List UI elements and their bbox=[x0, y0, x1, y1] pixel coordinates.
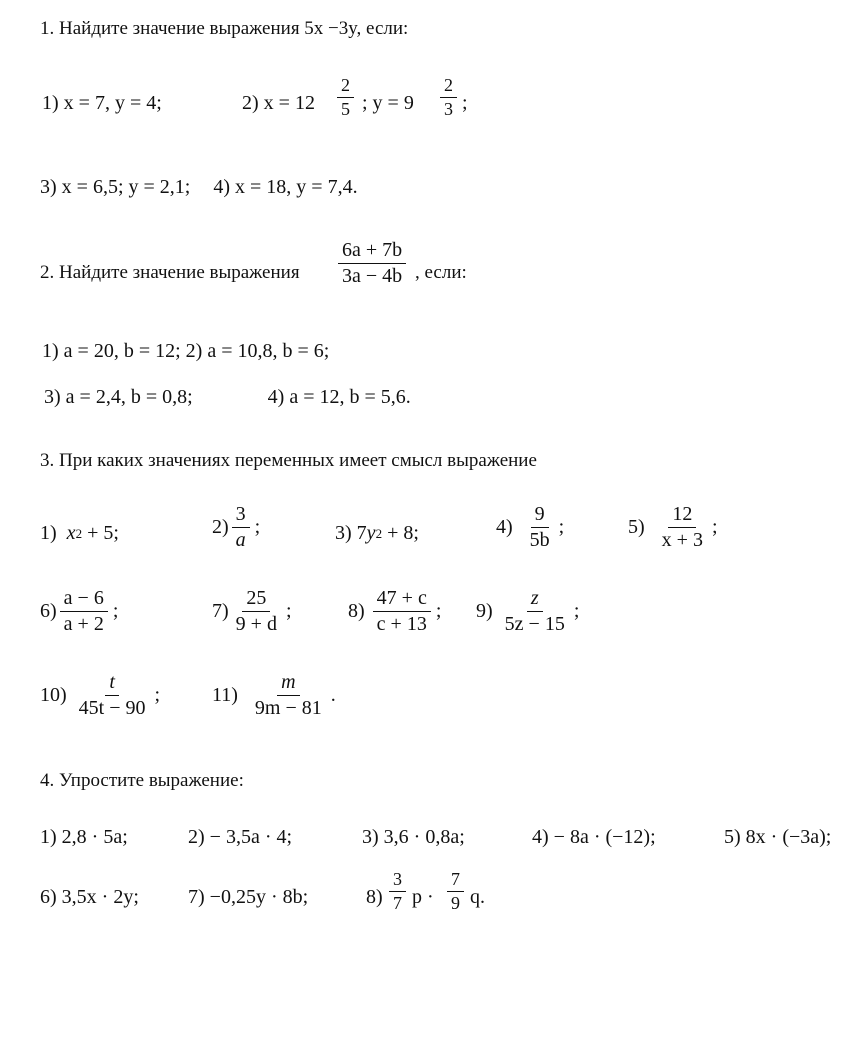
task-4-item-8-frac-b: $\frac{7}{9}$ bbox=[444, 870, 467, 913]
task-4-row-2 bbox=[40, 869, 860, 934]
frac-denominator: 5 bbox=[341, 98, 350, 119]
frac-numerator: 6a + 7b bbox=[338, 240, 406, 264]
task-1-row-2 bbox=[40, 176, 358, 199]
task-3-item-2: 2) $\frac{3}{a}$ ; bbox=[212, 503, 261, 551]
task-4-item-8-frac-a: $\frac{3}{7}$ bbox=[386, 870, 409, 913]
task-1-item-2-frac-a bbox=[334, 76, 357, 119]
task-3-item-6: 6) $\frac{a - 6}{a + 2}$ ; bbox=[40, 587, 119, 635]
task-3-row-2 bbox=[40, 584, 840, 654]
task-3-item-5: 5) $\frac{12}{x + 3}$ ; bbox=[628, 503, 718, 551]
task-2-row-2 bbox=[44, 386, 411, 409]
task-3-item-9: 9) $\frac{z}{5z - 15}$ ; bbox=[476, 587, 580, 635]
task-3-heading: 3. При каких значениях переменных имеет смысл выражение bbox=[40, 450, 537, 471]
frac-numerator: 2 bbox=[440, 76, 457, 98]
task-4-item-4: 4) − 8a · (−12); bbox=[532, 826, 656, 848]
frac-denominator: 3 bbox=[444, 98, 453, 119]
task-3-item-4: 4) $\frac{9}{5b}$ ; bbox=[496, 503, 565, 551]
frac-denominator: 3a − 4b bbox=[342, 265, 403, 287]
task-3-item-1: 1) x 2 + 5; bbox=[40, 522, 119, 544]
task-2-item-4: 4) a = 12, b = 5,6. bbox=[267, 386, 411, 408]
task-4-item-1: 1) 2,8 · 5a; bbox=[40, 826, 128, 848]
frac-numerator: 2 bbox=[337, 76, 354, 98]
task-4-item-7: 7) −0,25y · 8b; bbox=[188, 886, 309, 908]
task-1-item-2-part-b: ; y = 9 bbox=[362, 92, 414, 114]
task-2-heading-tail: , если: bbox=[415, 262, 467, 283]
task-1-item-2-frac-b bbox=[437, 76, 460, 119]
task-4-item-6: 6) 3,5x · 2y; bbox=[40, 886, 139, 908]
task-1-item-2-semicolon: ; bbox=[462, 92, 468, 114]
task-3-item-11: 11) $\frac{m}{9m - 81}$ . bbox=[212, 671, 336, 719]
task-4-item-8-tail: q. bbox=[470, 886, 485, 908]
task-3-item-7: 7) $\frac{25}{9 + d}$ ; bbox=[212, 587, 292, 635]
task-2-row-1: 1) a = 20, b = 12; 2) a = 10,8, b = 6; bbox=[42, 340, 330, 362]
task-2-fraction bbox=[335, 240, 409, 287]
task-3-item-3: 3) 7 y 2 + 8; bbox=[335, 522, 419, 544]
task-3-item-10: 10) $\frac{t}{45t - 90}$ ; bbox=[40, 671, 161, 719]
task-3-item-8: 8) $\frac{47 + c}{c + 13}$ ; bbox=[348, 587, 442, 635]
task-3-row-1 bbox=[40, 500, 840, 570]
task-2-item-3: 3) a = 2,4, b = 0,8; bbox=[44, 386, 193, 408]
task-4-item-8-mid: p · bbox=[412, 886, 434, 908]
task-1-item-4: 4) x = 18, y = 7,4. bbox=[213, 176, 358, 198]
task-4-item-8-label: 8) bbox=[366, 886, 383, 908]
task-4-item-3: 3) 3,6 · 0,8a; bbox=[362, 826, 465, 848]
task-1-item-2-part-a: 2) x = 12 bbox=[242, 92, 315, 114]
task-4-item-2: 2) − 3,5a · 4; bbox=[188, 826, 293, 848]
task-2-heading: 2. Найдите значение выражения bbox=[40, 262, 300, 283]
task-1-item-1: 1) x = 7, y = 4; bbox=[42, 92, 162, 114]
task-1-heading: 1. Найдите значение выражения 5x −3y, если: bbox=[40, 18, 409, 39]
task-1-item-3: 3) x = 6,5; y = 2,1; bbox=[40, 176, 191, 198]
task-4-heading: 4. Упростите выражение: bbox=[40, 770, 244, 791]
task-3-row-3 bbox=[40, 668, 840, 738]
task-4-item-5: 5) 8x · (−3a); bbox=[724, 826, 832, 848]
